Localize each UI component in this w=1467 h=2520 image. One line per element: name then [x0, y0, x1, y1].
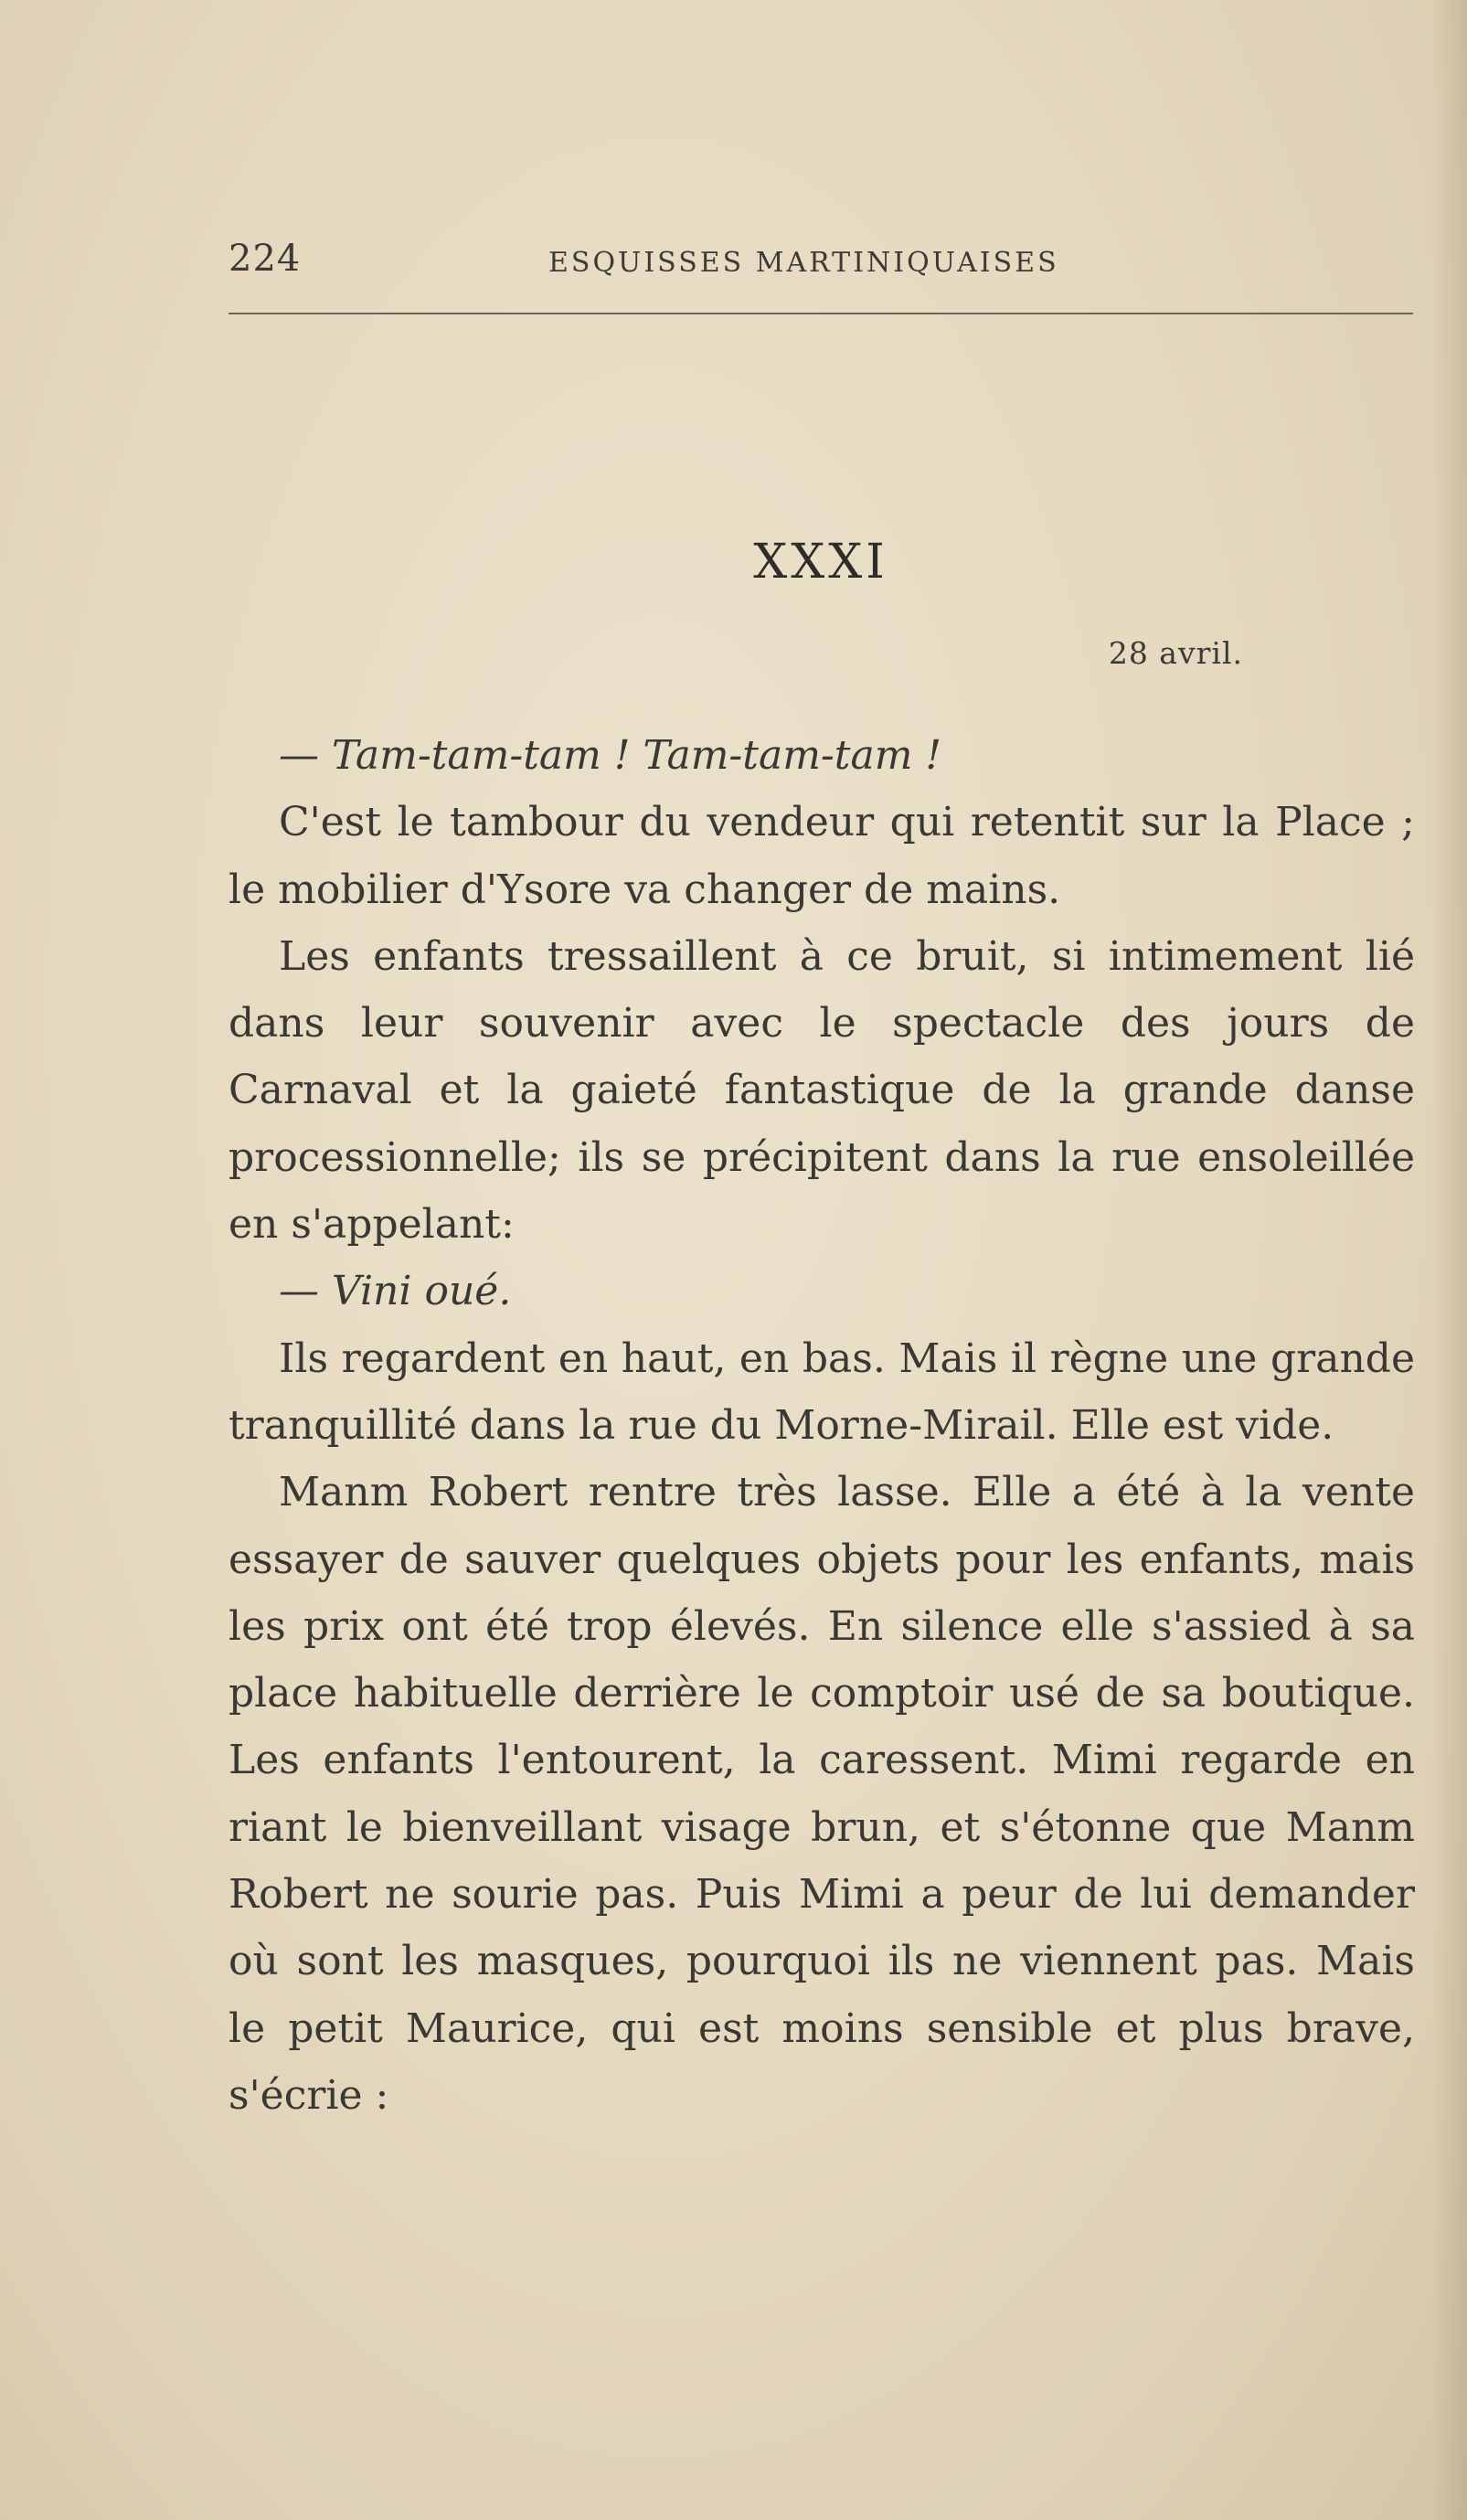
paragraph: Ils regardent en haut, en bas. Mais il règne une grande tranquillité dans la rue du Morne-Mirail. Elle est vide. [229, 1334, 1415, 1449]
chapter-number: XXXI [753, 535, 888, 590]
entry-date: 28 avril. [1108, 635, 1243, 671]
body-text [229, 722, 1415, 2129]
book-title: ESQUISSES MARTINIQUAISES [548, 247, 1059, 279]
paragraph: Manm Robert rentre très lasse. Elle a été à la vente essayer de sauver quelques objets pour les enfants, mais les prix ont été trop élevés. En silence elle s'assied à sa place habituelle derrière le comptoir usé de sa boutique. Les enfants l'entourent, la caressent. Mimi regarde en riant le bienveillant visage brun, et s'étonne que Manm Robert ne sourie pas. Puis Mimi a peur de lui demander où sont les masques, pourquoi ils ne viennent pas. Mais le petit Maurice, qui est moins sensible et plus brave, s'écrie : [229, 1469, 1415, 2119]
paragraph: C'est le tambour du vendeur qui retentit sur la Place ; le mobilier d'Ysore va changer de mains. [229, 799, 1415, 913]
paragraph: Les enfants tressaillent à ce bruit, si intimement lié dans leur souvenir avec le spectacle des jours de Carnaval et la gaieté fantastique de la grande danse processionnelle; ils se précipitent dans la rue ensoleillée en s'appelant: [229, 932, 1415, 1249]
header-rule [229, 313, 1413, 314]
paragraph: — Tam-tam-tam ! Tam-tam-tam ! [279, 732, 942, 779]
page-number: 224 [229, 238, 302, 280]
running-head [229, 238, 1413, 292]
page-edge-shadow [1430, 0, 1467, 2520]
paragraph: — Vini oué. [279, 1268, 512, 1315]
